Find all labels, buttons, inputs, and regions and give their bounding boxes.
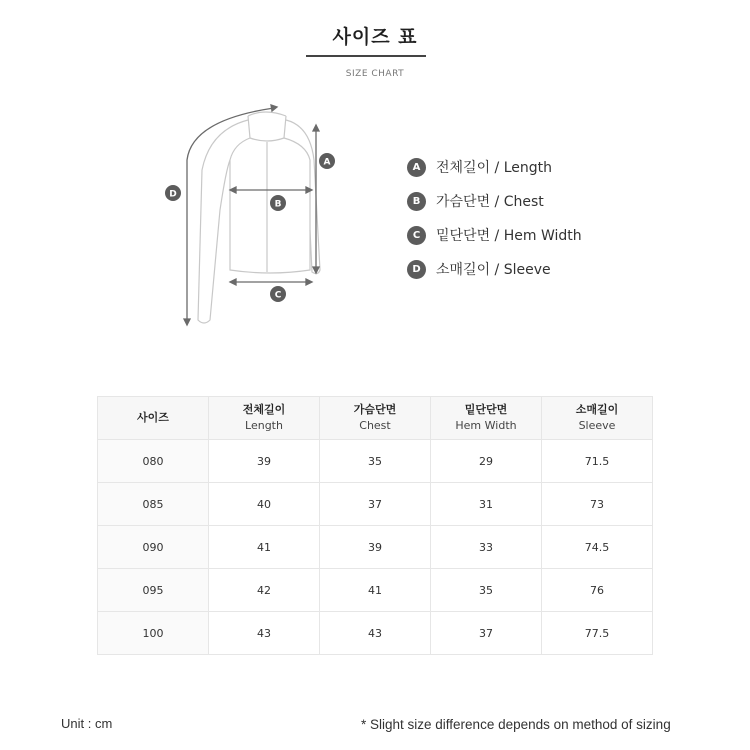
cell-hem-width: 33: [431, 526, 542, 569]
cell-hem-width: 31: [431, 483, 542, 526]
header-chest: 가슴단면 Chest: [320, 397, 431, 440]
cell-chest: 41: [320, 569, 431, 612]
cell-size: 090: [98, 526, 209, 569]
sizing-note: * Slight size difference depends on method of sizing: [361, 717, 671, 732]
legend-item-sleeve: [407, 252, 582, 286]
cell-sleeve: 76: [542, 569, 653, 612]
cell-length: 41: [209, 526, 320, 569]
header-hem-width: 밑단단면 Hem Width: [431, 397, 542, 440]
svg-text:D: D: [169, 189, 177, 200]
legend-badge-c: C: [407, 226, 426, 245]
legend-label-chest: 가슴단면 / Chest: [436, 194, 544, 210]
legend-label-length: 전체길이 / Length: [436, 160, 553, 176]
cell-size: 095: [98, 569, 209, 612]
cell-hem-width: 29: [431, 440, 542, 483]
cell-length: 40: [209, 483, 320, 526]
cell-chest: 43: [320, 612, 431, 655]
header-size: 사이즈: [98, 397, 209, 440]
cell-sleeve: 74.5: [542, 526, 653, 569]
cell-sleeve: 71.5: [542, 440, 653, 483]
legend-badge-b: B: [407, 192, 426, 211]
svg-text:A: A: [323, 157, 331, 168]
measurement-legend: [407, 150, 582, 286]
unit-label: Unit : cm: [61, 716, 113, 731]
garment-diagram: [160, 100, 360, 335]
table-row: [98, 483, 653, 526]
legend-label-sleeve: 소매길이 / Sleeve: [436, 262, 551, 278]
cell-chest: 35: [320, 440, 431, 483]
legend-badge-d: D: [407, 260, 426, 279]
table-row: [98, 526, 653, 569]
cell-hem-width: 35: [431, 569, 542, 612]
cell-size: 100: [98, 612, 209, 655]
page-subtitle: SIZE CHART: [345, 69, 405, 79]
svg-text:B: B: [274, 199, 282, 210]
marker-c: [270, 286, 286, 302]
table-row: [98, 612, 653, 655]
header-sleeve: 소매길이 Sleeve: [542, 397, 653, 440]
marker-d: [165, 185, 181, 201]
table-header-row: [98, 397, 653, 440]
legend-item-hem-width: [407, 218, 582, 252]
cell-hem-width: 37: [431, 612, 542, 655]
cell-length: 42: [209, 569, 320, 612]
cell-sleeve: 77.5: [542, 612, 653, 655]
table-row: [98, 440, 653, 483]
jacket-outline-shape: [198, 112, 320, 323]
page-title: 사이즈 표: [332, 26, 418, 48]
svg-text:C: C: [274, 290, 282, 301]
marker-a: [319, 153, 335, 169]
cell-length: 43: [209, 612, 320, 655]
legend-item-length: [407, 150, 582, 184]
legend-label-hem-width: 밑단단면 / Hem Width: [436, 228, 582, 244]
size-table: [97, 396, 653, 655]
legend-item-chest: [407, 184, 582, 218]
cell-sleeve: 73: [542, 483, 653, 526]
header-length: 전체길이 Length: [209, 397, 320, 440]
cell-chest: 39: [320, 526, 431, 569]
table-row: [98, 569, 653, 612]
title-divider: [306, 55, 426, 57]
cell-length: 39: [209, 440, 320, 483]
marker-b: [270, 195, 286, 211]
cell-size: 085: [98, 483, 209, 526]
legend-badge-a: A: [407, 158, 426, 177]
cell-chest: 37: [320, 483, 431, 526]
cell-size: 080: [98, 440, 209, 483]
